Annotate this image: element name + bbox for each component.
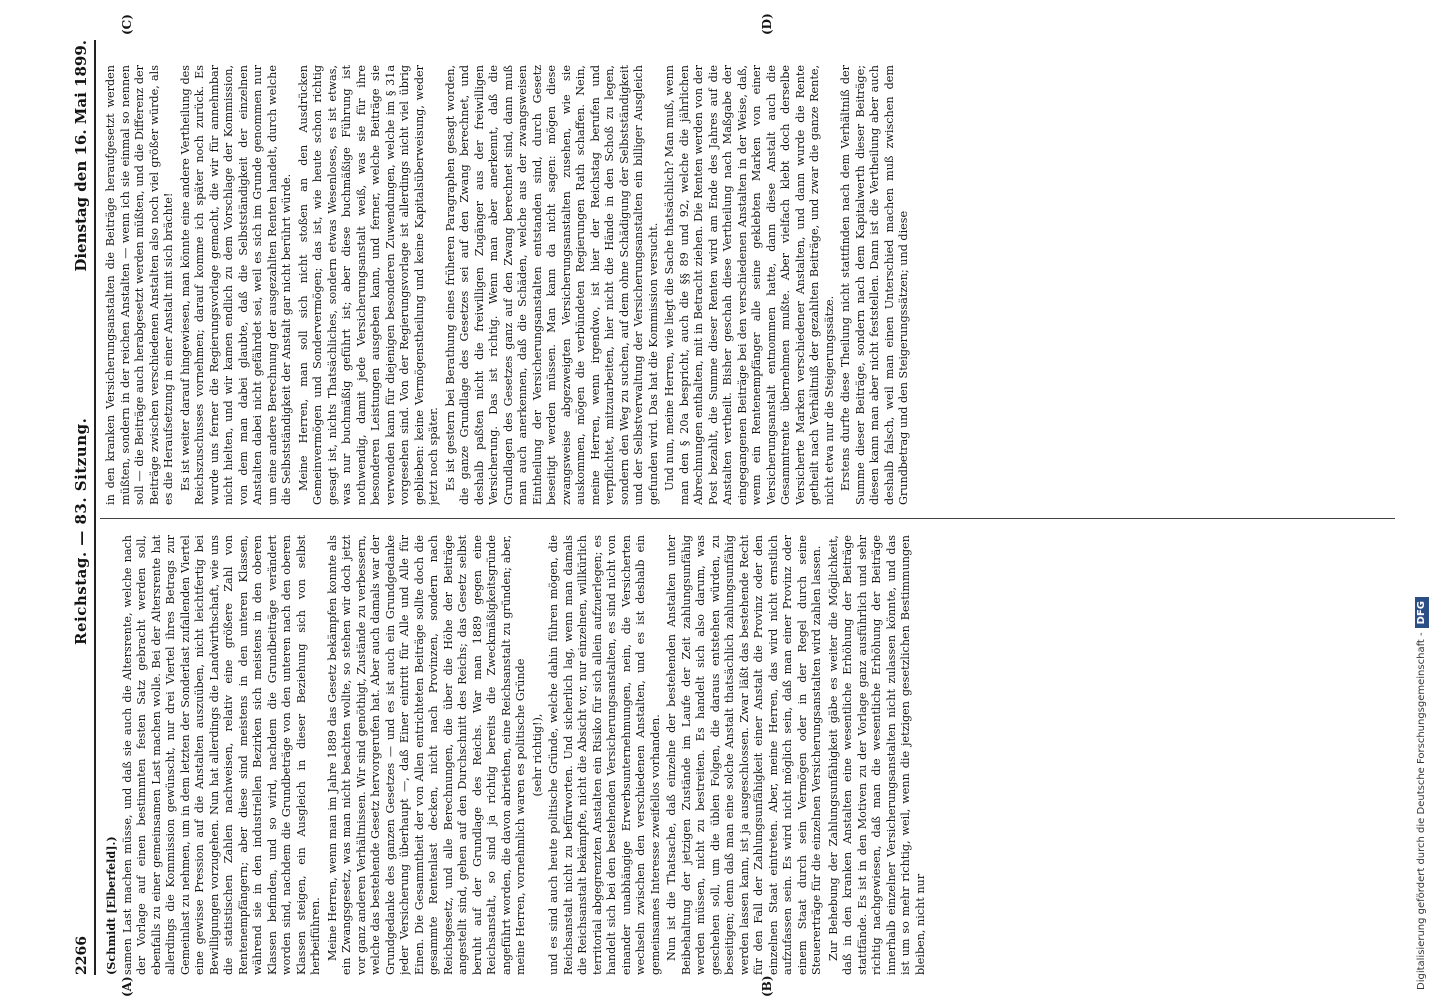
column-divider [100,518,1395,519]
paragraph: samen Last machen müsse, und daß sie auch die Altersrente, welche nach der Vorlage auf einen bestimmten festen Satz gebracht werden soll, ebenfalls zu einer gemeinsamen Last machen wolle. Bei der Altersrente hat allerdings die Kommission gewünscht, nur drei Viertel ihres Betrags zur Gemeinlast zu nehmen, um in dem letzten der Sonderlast zufallenden Viertel eine gewisse Pression auf die Anstalten auszuüben, nicht leichtfertig bei Bewilligungen vorzugehen. Nun hat allerdings die Landwirthschaft, wie uns die statistischen Zahlen nachweisen, relativ eine größere Zahl von Rentenempfängern; aber diese sind meistens in den unteren Klassen, während sie in den industriellen Bezirken sich meistens in den oberen Klassen befinden, und so wird, nachdem die Grundbeiträge verändert worden sind, nachdem die Grundbeträge von den unteren nach den oberen Klassen steigen, ein Ausgleich in dieser Beziehung sich von selbst herbeiführen. [120,535,322,975]
interjection: (sehr richtig!), [530,713,544,797]
header-date: Dienstag den 16. Mai 1899. [72,40,90,272]
header-session: Reichstag. — 83. Sitzung. [72,417,90,645]
page-number: 2266 [74,936,90,975]
dfg-logo: DFG [1415,597,1429,628]
paragraph: und es sind auch heute politische Gründe, welche dahin führen mögen, die Reichsanstalt nicht zu befürworten. Und sicherlich lag, wenn man damals die Reichsanstalt bekämpfte, nicht die Absicht vor, nur einzelnen, willkürlich territorial abgegrenzten Anstalten ein Risiko für sich allein aufzuerlegen; es handelt sich bei den bestehenden Versicherungsanstalten, es sind nicht von einander unabhängige Erwerbsunternehmungen, nein, die Versicherten wechseln zwischen den verschiedenen Anstalten, und es ist deshalb ein gemeinsames Interesse zweifellos vorhanden. [547,535,662,975]
paragraph: Meine Herren, wenn man im Jahre 1889 das Gesetz bekämpfen konnte als ein Zwangsgesetz, was man nicht beachten wollte, so stehen wir doch jetzt vor ganz anderen Verhältnissen. Wir sind genöthigt, Zustände zu verbessern, welche das bestehende Gesetz hervorgerufen hat. Aber auch damals war der Grundgedanke des ganzen Gesetzes — und es ist auch ein Grundgedanke jeder Versicherung überhaupt —, daß Einer eintritt für Alle und Alle für Einen. Die Gesammtheit der von Allen entrichteten Beiträge sollte doch die gesammte Rentenlast decken, nicht nach Provinzen, sondern nach Reichsgesetz, und alle Berechnungen, die über die Höhe der Beiträge angestellt sind, gehen auf den Durchschnitt des Reichs; das Gesetz selbst beruht auf der Grundlage des Reichs. War man 1889 gegen eine Reichsanstalt, so sind ja richtig bereits die Zweckmäßigkeitsgründe angeführt worden, die davon abriethen, eine Reichsanstalt zu gründen; aber, meine Herren, vornehmlich waren es politische Gründe [325,535,527,975]
paragraph: in den kranken Versicherungsanstalten die Beiträge heraufgesetzt werden müßten, sondern in der reichen Anstalten — wenn ich sie einmal so nennen soll — die Beiträge auch herabgesetzt werden müßten, und die Differenz der Beiträge zwischen verschiedenen Anstalten also noch viel größer würde, als es die Heraufsetzung in einer Anstalt mit sich brächte! [104,65,175,505]
running-header [60,40,96,975]
paragraph: Es ist gestern bei Berathung eines früheren Paragraphen gesagt worden, die ganze Grundlage des Gesetzes sei auf den Zwang berechnet, und deshalb paßten nicht die freiwilligen Zugänger aus der freiwilligen Versicherung. Das ist richtig. Wenn man aber anerkennt, daß die Grundlagen des Gesetzes ganz auf den Zwang berechnet sind, dann muß man auch anerkennen, daß die Schäden, welche aus der zwangsweisen Eintheilung der Versicherungsanstalten entstanden sind, durch Gesetz beseitigt werden müssen. Man kann da nicht sagen: mögen diese zwangsweise abgezweigten Versicherungsanstalten zusehen, wie sie auskommen, mögen die verbündeten Regierungen Rath schaffen. Nein, meine Herren, wenn irgendwo, ist hier der Reichstag berufen und verpflichtet, mitzuarbeiten, hier nicht die Hände in den Schoß zu legen, sondern den Weg zu suchen, auf dem ohne Schädigung der Selbstständigkeit und der Selbstverwaltung der Versicherungsanstalten ein billiger Ausgleich gefunden wird. Das hat die Kommission versucht. [443,65,660,505]
paragraph: Zur Behebung der Zahlungsunfähigkeit gäbe es weiter die Möglichkeit, daß in den kranken Anstalten eine wesentliche Erhöhung der Beiträge stattfände. Es ist in den Motiven zu der Vorlage ganz ausführlich und sehr richtig nachgewiesen, daß man die wesentliche Erhöhung der Beiträge innerhalb einzelner Versicherungsanstalten nicht zulassen könnte, und das ist um so mehr richtig, weil, wenn die jetzigen gesetzlichen Bestimmungen bleiben, nicht nur [826,535,927,975]
margin-mark-c: (C) [120,14,134,35]
margin-mark-b: (B) [760,975,774,997]
paragraph: Meine Herren, man soll sich nicht stoßen an den Ausdrücken Gemeinvermögen und Sondervermögen; das ist, wie heute schon richtig gesagt ist, nichts Thatsächliches, sondern etwas Wesenloses, es ist etwas, was nur buchmäßig geführt ist; aber diese buchmäßige Führung ist nothwendig, damit jede Versicherungsanstalt weiß, was sie für ihre besonderen Leistungen ausgeben kann, und ferner, welche Beiträge sie verwenden kann für diejenigen besonderen Zuwendungen, welche im § 31a vorgesehen sind. Von der Regierungsvorlage ist allerdings nicht viel übrig geblieben: keine Vermögenstheilung und keine Kapitalsüberweisung, weder jetzt noch später. [296,65,440,505]
margin-mark-d: (D) [760,13,774,35]
margin-mark-a: (A) [120,976,134,997]
credit-text: Digitalisierung gefördert durch die Deutsche Forschungsgemeinschaft - [1416,632,1427,990]
paragraph: Nun ist die Thatsache, daß einzelne der bestehenden Anstalten unter Beibehaltung der jetzigen Zustände im Laufe der Zeit zahlungsunfähig werden müssen, nicht zu bestreiten. Es handelt sich also darum, was geschehen soll, um die üblen Folgen, die daraus entstehen würden, zu beseitigen; denn daß man eine solche Anstalt thatsächlich zahlungsunfähig werden lassen kann, ist ja ausgeschlossen. Zwar läßt das bestehende Recht für den Fall der Zahlungsunfähigkeit einer Anstalt die Provinz oder den einzelnen Staat eintreten. Aber, meine Herren, das wird nicht ernstlich aufzufassen sein. Es wird nicht möglich sein, daß man einer Provinz oder einem Staat durch sein Vermögen oder in der Regel durch seine Steuererträge für die einzelnen Versicherungsanstalten wird zahlen lassen. [665,535,823,975]
right-column [104,65,1394,505]
speaker-label: (Schmidt [Elberfeld].) [104,836,118,975]
left-column [104,535,1394,975]
rotated-document [60,13,1405,997]
digitization-credit [1412,10,1432,990]
paragraph: Erstens durfte diese Theilung nicht stattfinden nach dem Verhältniß der Summe dieser Beiträge, sondern nach dem Kapitalwerth dieser Beiträge; diesen kann man aber nicht feststellen. Dann ist die Vertheilung aber auch deshalb falsch, weil man einen Unterschied machen muß zwischen dem Grundbetrag und den Steigerungssätzen; und diese [839,65,910,505]
paragraph: Und nun, meine Herren, wie liegt die Sache thatsächlich? Man muß, wenn man den § 20a bespricht, auch die §§ 89 und 92, welche die jährlichen Abrechnungen enthalten, mit in Betracht ziehen. Die Renten werden von der Post bezahlt, die Summe dieser Renten wird am Ende des Jahres auf die Anstalten vertheilt. Bisher geschah diese Vertheilung nach Maßgabe der eingegangenen Beiträge bei den verschiedenen Anstalten in der Weise, daß, wenn ein Rentenempfänger alle seine geklebten Marken von einer Versicherungsanstalt entnommen hatte, dann diese Anstalt auch die Gesammtrente übernehmen mußte. Aber vielfach klebt doch derselbe Versicherte Marken verschiedener Anstalten, und dann wurde die Rente getheilt nach Verhältniß der gezahlten Beiträge, und zwar die ganze Rente, nicht etwa nur die Steigerungssätze. [663,65,836,505]
paragraph: Es ist weiter darauf hingewiesen, man könnte eine andere Vertheilung des Reichszuschusses vornehmen; darauf komme ich später noch zurück. Es wurde uns ferner die Regierungsvorlage gemacht, die wir für annehmbar nicht hielten, und wir kamen endlich zu dem Vorschlage der Kommission, von dem man dabei glaubte, daß die Selbstständigkeit der einzelnen Anstalten dabei nicht gefährdet sei, weil es sich im Grunde genommen nur um eine andere Berechnung der ausgezahlten Renten handelt, durch welche die Selbstständigkeit der Anstalt gar nicht berührt würde. [178,65,293,505]
